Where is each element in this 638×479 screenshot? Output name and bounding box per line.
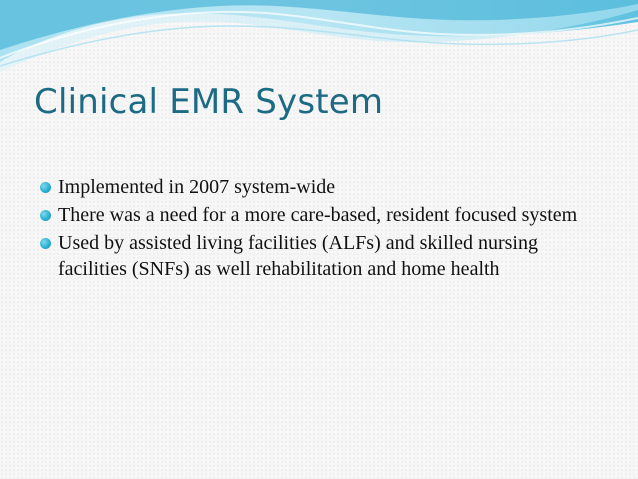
- slide-title: Clinical EMR System: [34, 82, 384, 122]
- bullet-text: Implemented in 2007 system-wide: [58, 176, 336, 198]
- bullet-list: [58, 174, 598, 284]
- header-wave-decoration: [0, 0, 638, 80]
- bullet-marker-icon: [40, 210, 51, 221]
- bullet-marker-icon: [40, 238, 51, 249]
- bullet-text: There was a need for a more care-based, resident focused system: [58, 204, 578, 226]
- bullet-marker-icon: [40, 182, 51, 193]
- bullet-text: Used by assisted living facilities (ALFs) and skilled nursing facilities (SNFs) as well rehabilitation and home health: [58, 232, 538, 280]
- bullet-item: [58, 230, 598, 282]
- bullet-item: [58, 202, 598, 228]
- bullet-item: [58, 174, 598, 200]
